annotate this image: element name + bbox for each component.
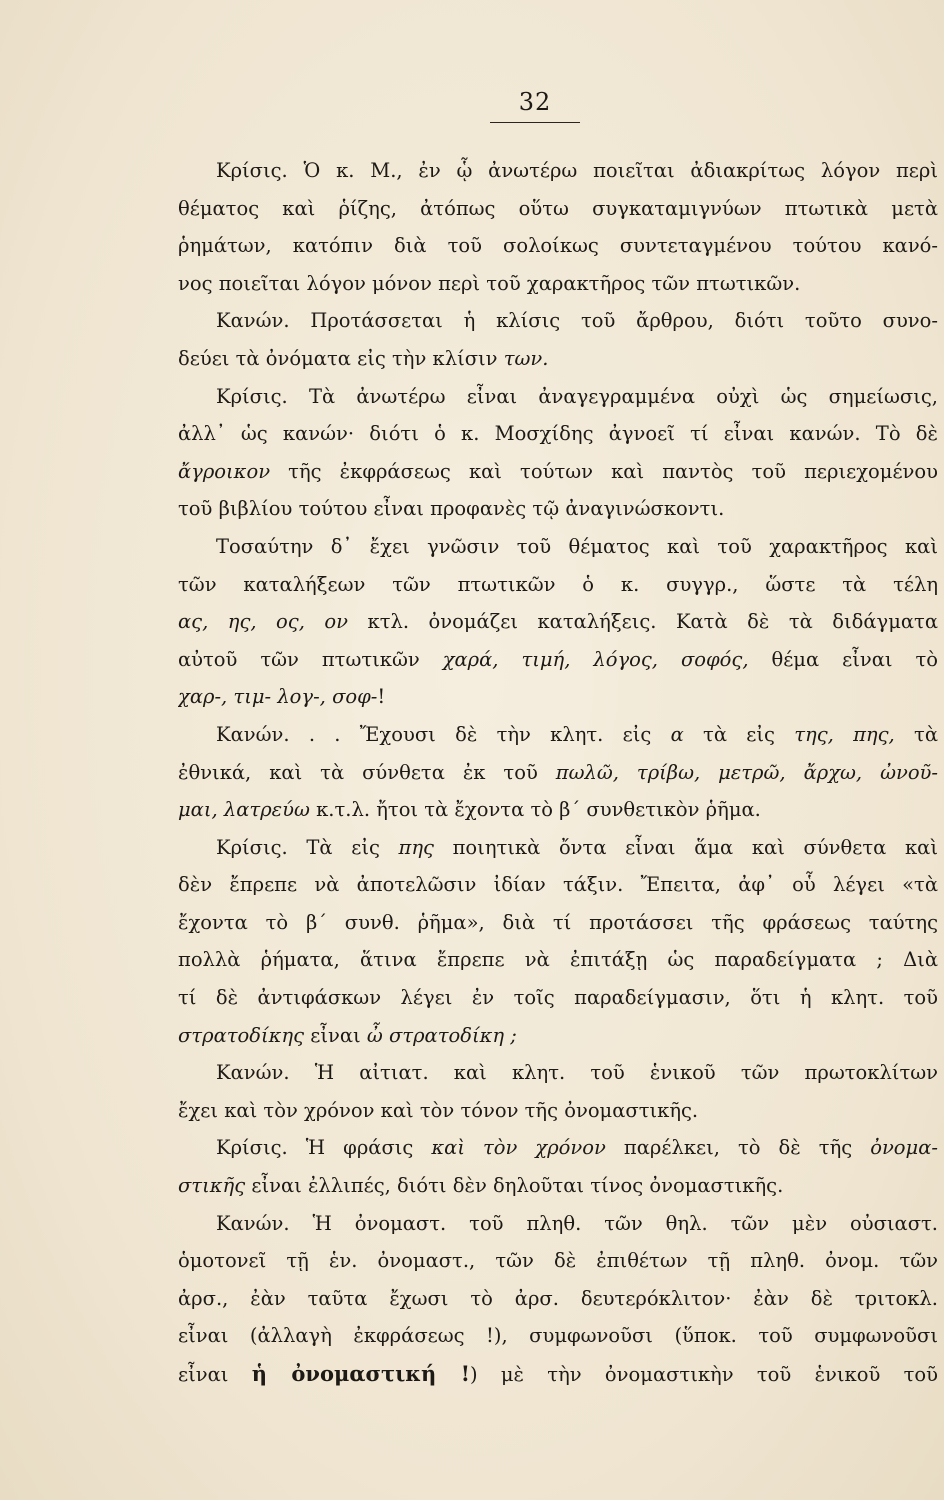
text-line <box>178 528 938 566</box>
text-span: θέμα εἶναι τὸ <box>748 647 938 671</box>
text-line <box>178 941 938 979</box>
text-line <box>178 566 938 604</box>
italic-term: α <box>670 722 684 746</box>
text-span: ἔχει καὶ τὸν χρόνον καὶ τὸν τόνον τῆς ὀνομαστικῆς. <box>178 1098 699 1122</box>
text-span: εἶναι <box>178 1363 252 1386</box>
text-span: ποιητικὰ ὄντα εἶναι ἅμα καὶ σύνθετα καὶ <box>433 835 938 859</box>
text-span: Κρίσις. Τὰ ἀνωτέρω εἶναι ἀναγεγραμμένα οὐχὶ ὡς σημείωσις, <box>216 384 938 408</box>
text-span: αὐτοῦ τῶν πτωτικῶν <box>178 647 443 671</box>
text-span: Τοσαύτην δ᾽ ἔχει γνῶσιν τοῦ θέματος καὶ τοῦ χαρακτῆρος καὶ <box>216 534 938 558</box>
text-span: παρέλκει, τὸ δὲ τῆς <box>605 1136 871 1160</box>
text-span: τῆς ἐκφράσεως καὶ τούτων καὶ παντὸς τοῦ περιεχομένου <box>270 459 938 483</box>
text-line <box>178 1129 938 1167</box>
text-line <box>178 754 938 792</box>
text-line <box>178 1017 938 1055</box>
page-number: 32 <box>518 88 552 116</box>
text-span: Κανών. Προτάσσεται ἡ κλίσις τοῦ ἄρθρου, διότι τοῦτο συνο- <box>216 309 938 333</box>
text-span: θέματος καὶ ῥίζης, ἀτόπως οὕτω συγκαταμιγνύων πτωτικὰ μετὰ <box>178 196 938 220</box>
italic-term: στικῆς <box>178 1174 246 1198</box>
text-line <box>178 829 938 867</box>
text-line <box>178 1092 938 1130</box>
italic-term: χαρ-, τιμ- λογ-, σοφ- <box>178 685 378 709</box>
text-line <box>178 1317 938 1355</box>
text-span: ῥημάτων, κατόπιν διὰ τοῦ σολοίκως συντεταγμένου τούτου κανό- <box>178 234 938 258</box>
text-line <box>178 378 938 416</box>
italic-term: στρατοδίκης <box>178 1023 305 1047</box>
text-span: τῶν καταλήξεων τῶν πτωτικῶν ὁ κ. συγγρ., ὥστε τὰ τέλη <box>178 572 938 596</box>
text-line <box>178 265 938 303</box>
italic-term: καὶ τὸν χρόνον <box>431 1136 606 1160</box>
text-span: τί δὲ ἀντιφάσκων λέγει ἐν τοῖς παραδείγμασιν, ὅτι ἡ κλητ. τοῦ <box>178 986 938 1010</box>
text-span: εἶναι ἐλλιπές, διότι δὲν δηλοῦται τίνος ὀνομαστικῆς. <box>245 1174 784 1198</box>
text-span: ! <box>377 685 386 709</box>
text-span: Κρίσις. Τὰ εἰς <box>216 835 399 859</box>
text-span: εἶναι (ἀλλαγὴ ἐκφράσεως !), συμφωνοῦσι (ὕποκ. τοῦ συμφωνοῦσι <box>178 1324 938 1348</box>
text-span: Κανών. Ἡ ὀνομαστ. τοῦ πληθ. τῶν θηλ. τῶν μὲν οὐσιαστ. <box>216 1211 938 1235</box>
text-span: τὰ εἰς <box>683 722 795 746</box>
text-line <box>178 979 938 1017</box>
text-span: Κανών. . . Ἔχουσι δὲ τὴν κλητ. εἰς <box>216 722 671 746</box>
text-span: πολλὰ ῥήματα, ἅτινα ἔπρεπε νὰ ἐπιτάξῃ ὡς παραδείγματα ; Διὰ <box>178 948 938 972</box>
text-line <box>178 603 938 641</box>
text-line <box>178 340 938 378</box>
text-line <box>178 1280 938 1318</box>
italic-term: ας, ης, ος, ον <box>178 610 349 634</box>
text-span: Κανών. Ἡ αἰτιατ. καὶ κλητ. τοῦ ἑνικοῦ τῶν πρωτοκλίτων <box>216 1061 938 1085</box>
text-line <box>178 1242 938 1280</box>
text-span: ἀρσ., ἐὰν ταῦτα ἔχωσι τὸ ἀρσ. δευτερόκλιτον· ἐὰν δὲ τριτοκλ. <box>178 1286 938 1310</box>
bold-term: ἡ ὀνομαστική ! <box>251 1361 470 1386</box>
italic-term: πωλῶ, τρίβω, μετρῶ, ἄρχω, ὠνοῦ- <box>555 760 938 784</box>
body-text <box>178 152 938 1393</box>
text-span: κ.τ.λ. ἤτοι τὰ ἔχοντα τὸ β΄ συνθετικὸν ῥῆμα. <box>309 798 761 822</box>
italic-term: των. <box>503 346 549 370</box>
text-span: ὁμοτονεῖ τῇ ἑν. ὀνομαστ., τῶν δὲ ἐπιθέτων τῇ πληθ. ὀνομ. τῶν <box>178 1249 938 1273</box>
text-line <box>178 490 938 528</box>
text-span: τοῦ βιβλίου τούτου εἶναι προφανὲς τῷ ἀναγινώσκοντι. <box>178 497 725 521</box>
text-span: εἶναι <box>304 1023 367 1047</box>
text-line <box>178 866 938 904</box>
italic-term: ὦ στρατοδίκη ; <box>366 1023 517 1047</box>
text-line <box>178 716 938 754</box>
italic-term: μαι, λατρεύω <box>178 798 310 822</box>
text-span: Κρίσις. Ὁ κ. Μ., ἐν ᾧ ἀνωτέρω ποιεῖται ἀδιακρίτως λόγον περὶ <box>216 159 938 182</box>
text-line <box>178 1054 938 1092</box>
text-span: ἀλλ᾽ ὡς κανών· διότι ὁ κ. Μοσχίδης ἀγνοεῖ τί εἶναι κανών. Τὸ δὲ <box>178 422 938 446</box>
text-span: ἔχοντα τὸ β΄ συνθ. ῥῆμα», διὰ τί προτάσσει τῆς φράσεως ταύτης <box>178 910 938 934</box>
text-span: νος ποιεῖται λόγον μόνον περὶ τοῦ χαρακτῆρος τῶν πτωτικῶν. <box>178 271 801 295</box>
text-span: Κρίσις. Ἡ φράσις <box>216 1136 432 1160</box>
text-line <box>178 302 938 340</box>
text-line <box>178 415 938 453</box>
text-span: κτλ. ὀνομάζει καταλήξεις. Κατὰ δὲ τὰ διδάγματα <box>348 610 938 634</box>
text-line <box>178 227 938 265</box>
text-line <box>178 678 938 716</box>
italic-term: ὀνομα- <box>870 1136 938 1160</box>
italic-term: χαρά, τιμή, λόγος, σοφός, <box>442 647 749 671</box>
text-line <box>178 190 938 228</box>
italic-term: της, πης, <box>794 722 895 746</box>
page-number-rule <box>490 122 580 123</box>
text-line <box>178 904 938 942</box>
text-line <box>178 791 938 829</box>
text-line <box>178 1205 938 1243</box>
text-span: δεύει τὰ ὀνόματα εἰς τὴν κλίσιν <box>178 346 504 370</box>
text-line <box>178 641 938 679</box>
italic-term: πης <box>398 835 434 859</box>
text-span: τὰ <box>894 722 938 746</box>
text-line <box>178 152 938 190</box>
text-line <box>178 453 938 491</box>
text-span: δὲν ἔπρεπε νὰ ἀποτελῶσιν ἰδίαν τάξιν. Ἔπειτα, ἀφ᾽ οὗ λέγει «τὰ <box>178 873 938 897</box>
text-line <box>178 1167 938 1205</box>
italic-term: ἄγροικον <box>178 459 271 483</box>
text-line <box>178 1355 938 1393</box>
text-span: ) μὲ τὴν ὀνομαστικὴν τοῦ ἑνικοῦ τοῦ <box>469 1363 938 1386</box>
text-span: ἐθνικά, καὶ τὰ σύνθετα ἐκ τοῦ <box>178 760 556 784</box>
